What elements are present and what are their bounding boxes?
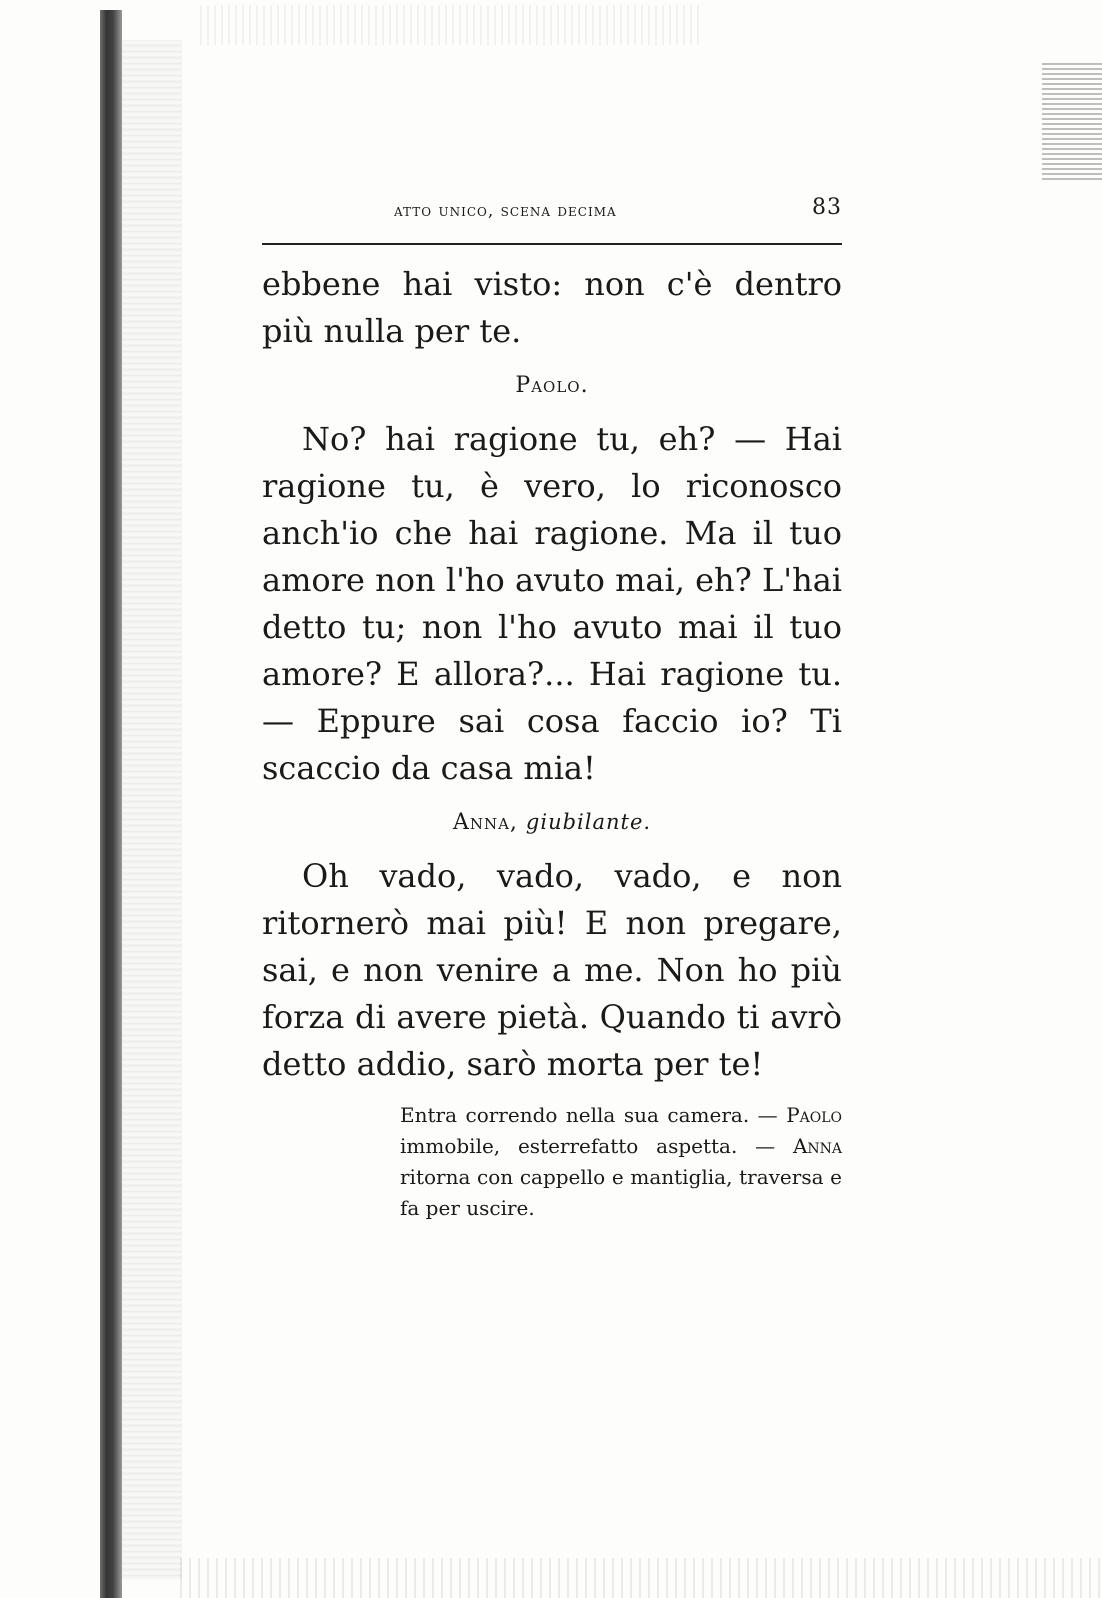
paragraph-paolo: No? hai ragione tu, eh? — Hai ragione tu, è vero, lo riconosco anch'io che hai ragione. Ma il tuo amore non l'ho avuto mai, eh? L'hai detto tu; non l'ho avuto mai il tuo amore? E allora?... Hai ragione tu. — Eppure sai cosa faccio io? Ti scaccio da casa mia!	[262, 420, 842, 787]
stage-direction-part: immobile, esterrefatto aspetta. —	[400, 1134, 776, 1158]
binding-shadow	[100, 10, 122, 1598]
stage-direction-part: ritorna con cappello e mantiglia, traversa e fa per uscire.	[400, 1165, 842, 1220]
running-head	[262, 195, 842, 229]
speaker-heading-anna	[262, 810, 842, 835]
stage-direction-part: Entra correndo nella sua camera. —	[400, 1103, 778, 1127]
page-text-block	[262, 195, 842, 1224]
speaker-direction: giubilante.	[525, 810, 652, 834]
scan-speckle-top	[200, 5, 700, 45]
running-title: atto unico, scena decima	[394, 201, 617, 221]
page-number: 83	[812, 195, 842, 220]
speaker-name: Anna,	[452, 810, 518, 835]
paragraph-continuation: ebbene hai visto: non c'è dentro più nulla per te.	[262, 265, 842, 350]
binding-texture	[122, 40, 182, 1580]
stage-direction	[400, 1100, 842, 1224]
character-name: Paolo	[786, 1103, 843, 1127]
character-name: Anna	[792, 1134, 843, 1158]
speaker-name: Paolo.	[515, 373, 589, 398]
speaker-heading-paolo	[262, 373, 842, 398]
paragraph-anna: Oh vado, vado, vado, e non ritornerò mai più! E non pregare, sai, e non venire a me. Non ho più forza di avere pietà. Quando ti avrò detto addio, sarò morta per te!	[262, 857, 842, 1083]
scan-speckle-right	[1042, 60, 1102, 180]
scan-speckle-bottom	[180, 1558, 1100, 1598]
header-rule	[262, 243, 842, 245]
